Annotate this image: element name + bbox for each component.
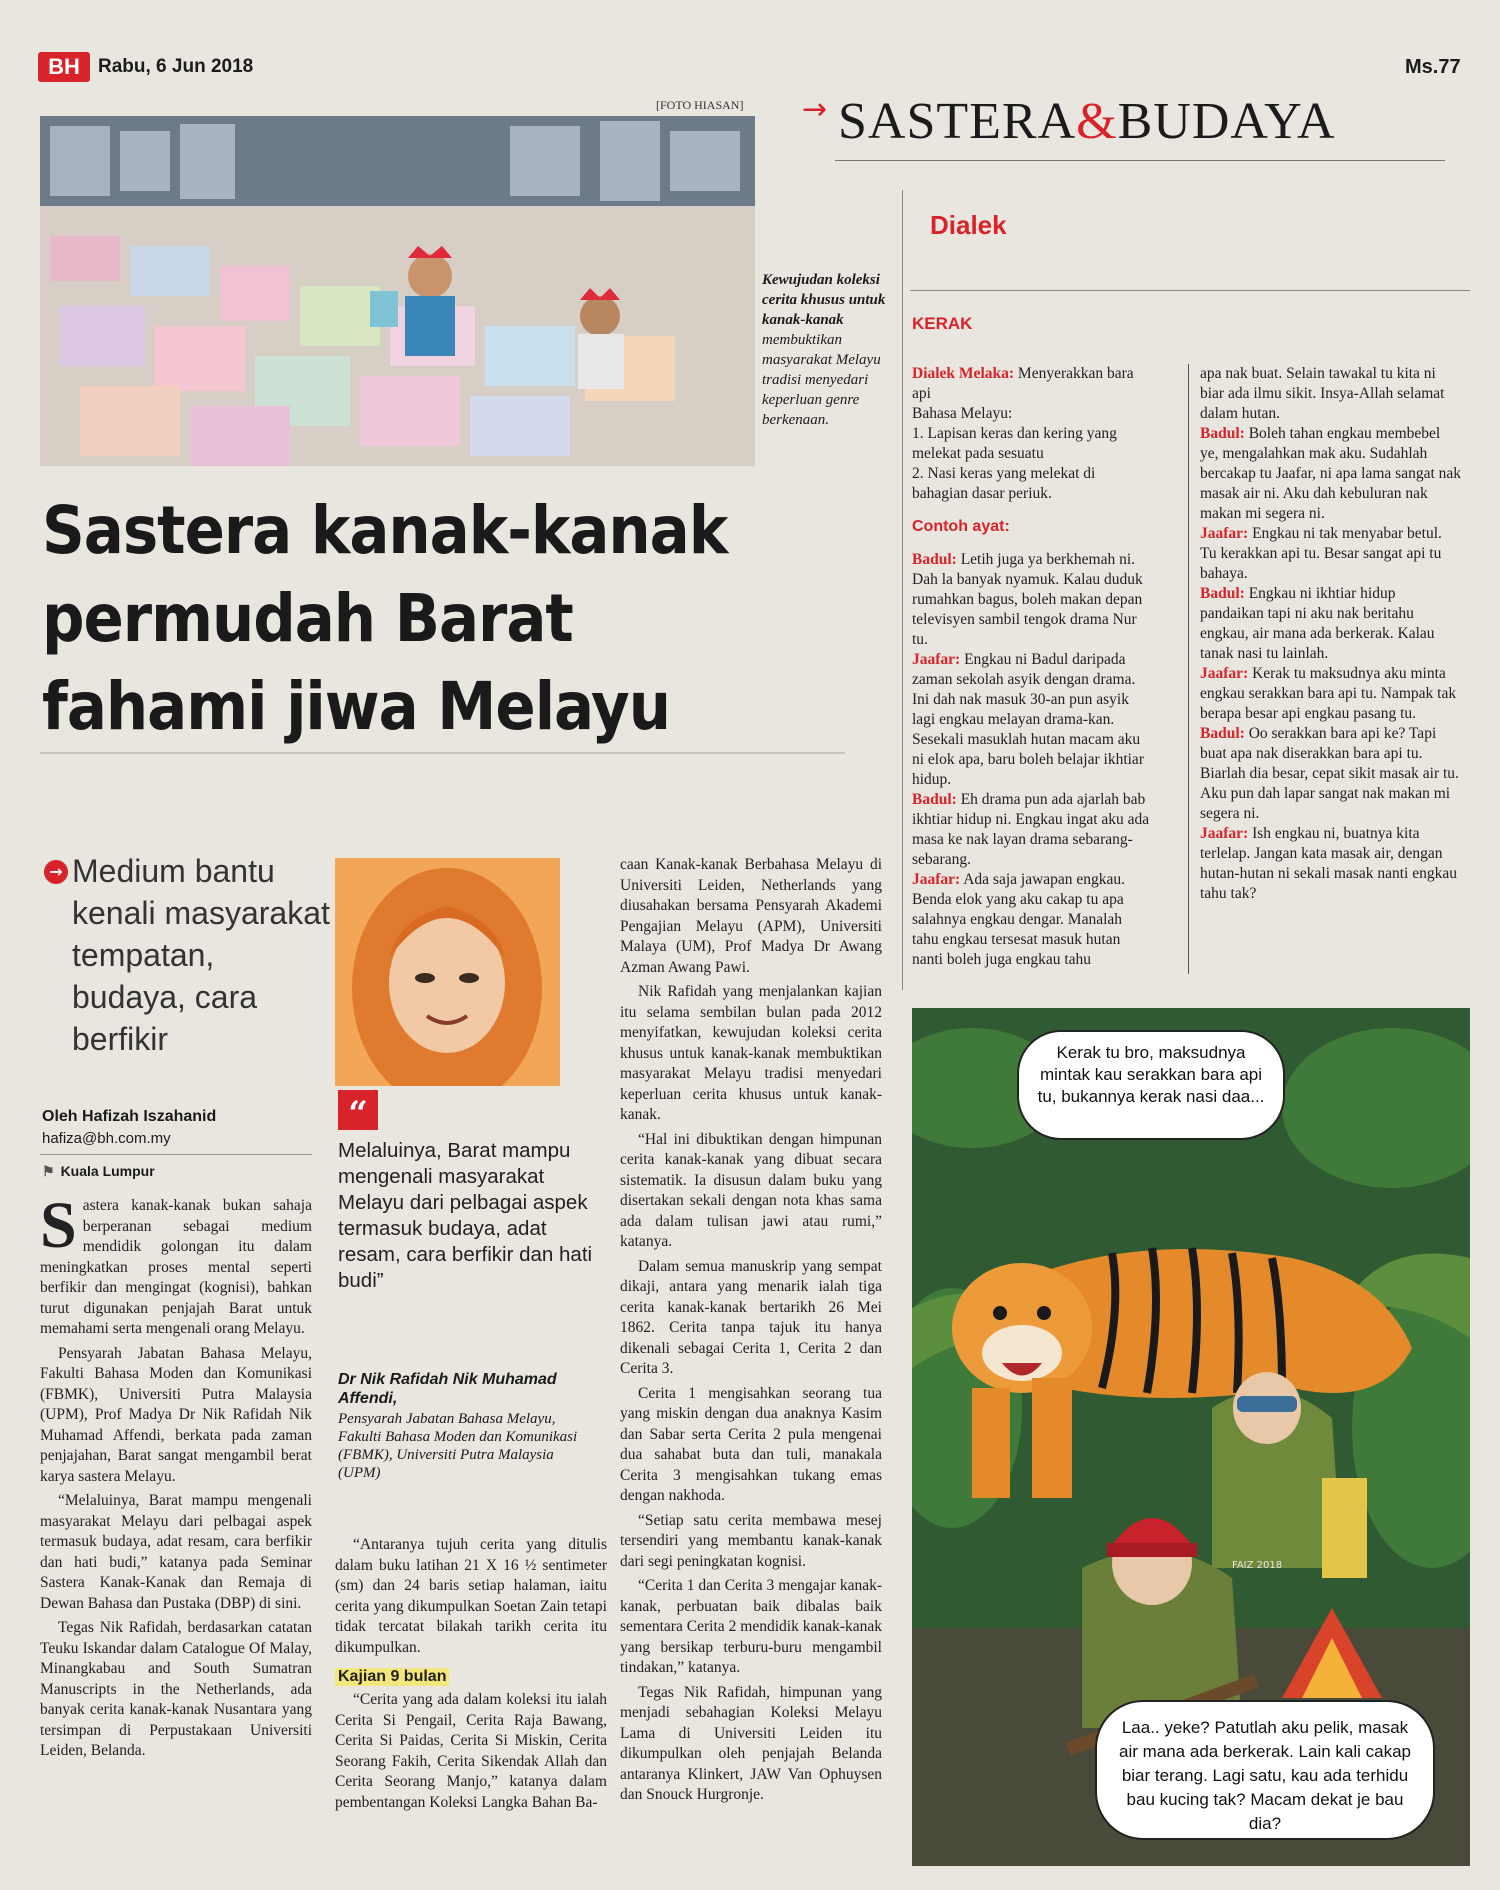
- flag-icon: ⚑: [42, 1163, 55, 1179]
- headline-rule: [40, 752, 845, 754]
- issue-date: Rabu, 6 Jun 2018: [98, 56, 254, 77]
- headline: Sastera kanak-kanak permudah Barat fahami jiwa Melayu: [42, 492, 728, 745]
- page-number: Ms.77: [1405, 56, 1461, 78]
- svg-text:FAIZ 2018: FAIZ 2018: [1232, 1560, 1283, 1571]
- photo-caption: Kewujudan koleksi cerita khusus untuk kanak-kanak membuktikan masyarakat Melayu tradisi menyedari keperluan genre berkenaan.: [762, 272, 886, 428]
- dialect-word: KERAK: [912, 314, 973, 333]
- dateline: ⚑ Kuala Lumpur: [42, 1163, 155, 1179]
- speech-bubble-top: Kerak tu bro, maksudnya mintak kau serakkan bara api tu, bukannya kerak nasi daa...: [1017, 1030, 1285, 1140]
- section-arrow-icon: →: [802, 92, 828, 127]
- pull-quote: Melaluinya, Barat mampu mengenali masyarakat Melayu dari pelbagai aspek termasuk budaya, adat resam, cara berfikir dan hati budi”: [338, 1139, 593, 1292]
- section-title: SASTERA&BUDAYA: [838, 93, 1336, 150]
- pullout-summary: Medium bantu kenali masyarakat tempatan, budaya, cara berfikir: [72, 853, 330, 1057]
- subheading: Kajian 9 bulan: [335, 1668, 449, 1686]
- author-email[interactable]: hafiza@bh.com.my: [42, 1130, 171, 1147]
- masthead-rule: [835, 160, 1445, 161]
- dialek-title: Dialek: [930, 210, 1007, 240]
- arrow-bullet-icon: →: [44, 860, 68, 884]
- dialek-rule: [910, 290, 1470, 291]
- article-column-1: Sastera kanak-kanak bukan sahaja berperanan sebagai medium mendidik golongan itu dalam meningkatkan proses mental seperti berfikir dan mengingat (kognisi), bahkan turut digunakan penjajah Barat untuk memahami serta mengenali orang Melayu. Pensyarah Jabatan Bahasa Melayu, Fakulti Bahasa Moden dan Komunikasi (FBMK), Universiti Putra Malaysia (UPM), Prof Madya Dr Nik Rafidah Nik Muhamad Affendi, berkata pada zaman penjajahan, Barat sangat mengambil berat karya sastera Melayu. “Melaluinya, Barat mampu mengenali masyarakat Melayu dari pelbagai aspek termasuk budaya, adat resam, cara berfikir dan hati budi,” katanya pada Seminar Sastera Kanak-Kanak dan Remaja di Dewan Bahasa dan Pustaka (DBP) di sini. Tegas Nik Rafidah, berdasarkan catatan Teuku Iskandar dalam Catalogue Of Malay, Minangkabau and South Sumatran Manuscripts in the Netherlands, ada banyak cerita kanak-kanak Nusantara yang tersimpan di Perpustakaan Universiti Leiden, Belanda.: [40, 1189, 312, 1759]
- quote-icon: “: [338, 1090, 378, 1130]
- article-column-2: “Antaranya tujuh cerita yang ditulis dalam buku latihan 21 X 16 ½ sentimeter (sm) dan 24 baris setiap halaman, iaitu cerita yang dikumpulkan Soetan Zain tetapi tidak tercatat bilakah tarikh cerita itu dikumpulkan. Kajian 9 bulan “Cerita yang ada dalam koleksi itu ialah Cerita Si Pengail, Cerita Raja Bawang, Cerita Si Paidas, Cerita Si Miskin, Cerita Seorang Fakih, Cerita Sikendak Allah dan Cerita Seorang Manjo,” katanya dalam pembentangan Koleksi Langka Bahan Ba-: [335, 1536, 607, 1811]
- quote-attribution-role: Pensyarah Jabatan Bahasa Melayu, Fakulti Bahasa Moden dan Komunikasi (FBMK), Universiti Putra Malaysia (UPM): [338, 1411, 578, 1481]
- author-name: Oleh Hafizah Iszahanid: [42, 1108, 217, 1125]
- quote-attribution-name: Dr Nik Rafidah Nik Muhamad Affendi,: [338, 1371, 557, 1407]
- portrait-photo: [335, 858, 560, 1086]
- book-fair-photo: [40, 116, 755, 466]
- example-heading: Contoh ayat:: [912, 518, 1010, 535]
- drop-cap: S: [40, 1189, 77, 1262]
- dialek-column-divider: [1188, 364, 1189, 974]
- speech-bubble-bottom: Laa.. yeke? Patutlah aku pelik, masak air mana ada berkerak. Lain kali cakap biar terang. Lagi satu, kau ada terhidu bau kucing tak? Macam dekat je bau dia?: [1095, 1700, 1435, 1840]
- brand-logo: BH: [38, 52, 90, 82]
- article-column-3: caan Kanak-kanak Berbahasa Melayu di Universiti Leiden, Netherlands yang diusahakan bersama Pensyarah Akademi Pengajian Melayu (APM), Universiti Malaya (UM), Prof Madya Dr Awang Azman Awang Pawi. Nik Rafidah yang menjalankan kajian itu selama sembilan bulan pada 2012 menyifatkan, kewujudan koleksi cerita khusus untuk kanak-kanak membuktikan masyarakat Melayu tradisi menyedari keperluan cerita khusus untuk kanak-kanak. “Hal ini dibuktikan dengan himpunan cerita kanak-kanak yang dibuat secara sistematik. Ia disusun dalam buku yang disertakan sekali dengan nota khas sama ada dalam tulisan jawi atau rumi,” katanya. Dalam semua manuskrip yang sempat dikaji, antara yang menarik ialah tiga cerita kanak-kanak bertarikh 26 Mei 1862. Cerita tanpa tajuk itu hanya dikenali sebagai Cerita 1, Cerita 2 dan Cerita 3. Cerita 1 mengisahkan seorang tua yang miskin dengan dua anaknya Kasim dan Sabar serta Cerita 2 pula mengenai dua sahabat buta dan tuli, manakala Cerita 3 mengisahkan tukang emas dengan nakhoda. “Setiap satu cerita membawa mesej tersendiri yang membantu kanak-kanak dari segi peningkatan kognisi. “Cerita 1 dan Cerita 3 mengajar kanak-kanak, perbuatan baik dibalas baik sementara Cerita 2 mendidik kanak-kanak yang bersikap terburu-buru mengambil tindakan,” katanya. Tegas Nik Rafidah, himpunan yang menjadi sebahagian Koleksi Melayu Lama di Universiti Leiden itu dikumpulkan oleh penjajah Belanda antaranya Klinkert, JAW Van Ophuysen dan Snouck Hurgronje.: [620, 856, 882, 1803]
- photo-credit: [FOTO HIASAN]: [656, 98, 744, 112]
- dialek-column-1: Dialek Melaka: Menyerakkan bara api Bahasa Melayu: 1. Lapisan keras dan kering yang melekat pada sesuatu 2. Nasi keras yang melekat di bahagian dasar periuk. Contoh ayat: Badul: Letih juga ya berkhemah ni. Dah la banyak nyamuk. Kalau duduk rumahkan bagus, boleh makan depan televisyen sambil tengok drama Nur tu. Jaafar: Engkau ni Badul daripada zaman sekolah asyik dengan drama. Ini dah nak masuk 30-an pun asyik lagi engkau melayan drama-kan. Sesekali masuklah hutan macam aku ni elok apa, baru boleh belajar ikhtiar hidup. Badul: Eh drama pun ada ajarlah bab ikhtiar hidup ni. Engkau ingat aku ada masa ke nak layan drama sebarang-sebarang. Jaafar: Ada saja jawapan engkau. Benda elok yang aku cakap tu apa salahnya engkau dengar. Manalah tahu engkau tersesat masuk hutan nanti boleh juga engkau tahu: [912, 364, 1152, 970]
- byline-rule: [40, 1154, 312, 1155]
- section-divider: [902, 190, 903, 990]
- dialek-column-2: apa nak buat. Selain tawakal tu kita ni biar ada ilmu sikit. Insya-Allah selamat dalam hutan. Badul: Boleh tahan engkau membebel ye, mengalahkan mak aku. Sudahlah bercakap tu Jaafar, ni apa lama sangat nak masak air ni. Aku dah kebuluran nak makan mi segera ni. Jaafar: Engkau ni tak menyabar betul. Tu kerakkan api tu. Besar sangat api tu bahaya. Badul: Engkau ni ikhtiar hidup pandaikan tapi ni aku nak beritahu engkau, air mana ada berkerak. Kalau tanak nasi tu lainlah. Jaafar: Kerak tu maksudnya aku minta engkau serakkan bara api tu. Nampak tak berapa besar api engkau pasang tu. Badul: Oo serakkan bara api ke? Tapi buat apa nak diserakkan bara api tu. Biarlah dia besar, cepat sikit masak air tu. Aku pun dah lapar sangat nak makan mi segera ni. Jaafar: Ish engkau ni, buatnya kita terlelap. Jangan kata masak air, dengan hutan-hutan ni sekali masak nanti engkau tahu tak?: [1200, 365, 1462, 902]
